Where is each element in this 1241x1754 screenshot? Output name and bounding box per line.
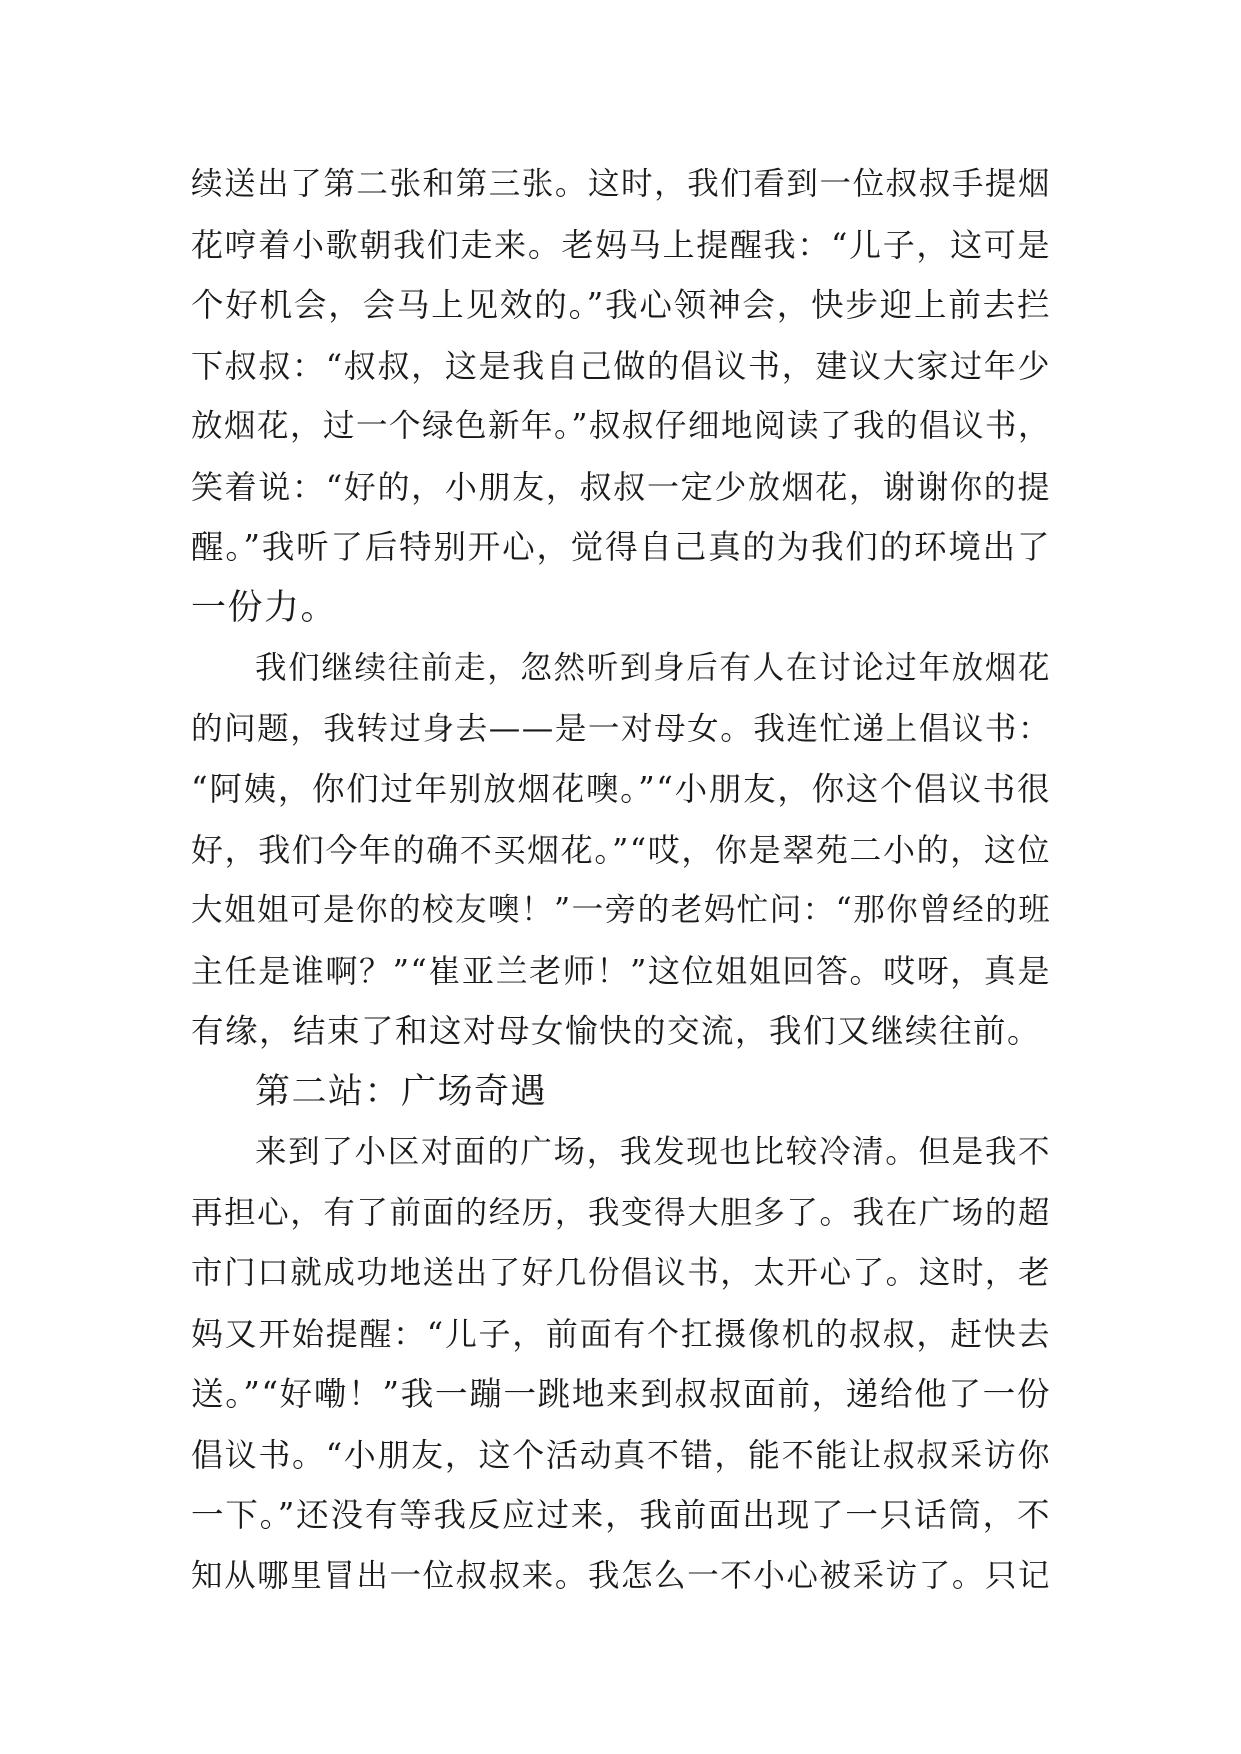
section-heading-text: 第二站：广场奇遇 bbox=[255, 1071, 548, 1112]
text-line: 来到了小区对面的广场，我发现也比较冷清。但是我不 bbox=[255, 1134, 1051, 1170]
text-line: 好，我们今年的确不买烟花。”“哎，你是翠苑二小的，这位 bbox=[191, 830, 1051, 869]
text-line: 知从哪里冒出一位叔叔来。我怎么一不小心被采访了。只记 bbox=[191, 1557, 1051, 1594]
text-line: 一下。”还没有等我反应过来，我前面出现了一只话筒，不 bbox=[191, 1496, 1051, 1534]
text-line: 市门口就成功地送出了好几份倡议书，太开心了。这时，老 bbox=[191, 1255, 1051, 1291]
body-text bbox=[191, 154, 1051, 1606]
text-line: “阿姨，你们过年别放烟花噢。”“小朋友，你这个倡议书很 bbox=[191, 770, 1051, 808]
text-line: 下叔叔：“叔叔，这是我自己做的倡议书，建议大家过年少 bbox=[191, 346, 1051, 385]
section-heading bbox=[191, 1062, 1051, 1123]
text-line: 放烟花，过一个绿色新年。”叔叔仔细地阅读了我的倡议书， bbox=[191, 408, 1051, 444]
text-line: 我们继续往前走，忽然听到身后有人在讨论过年放烟花 bbox=[255, 650, 1051, 686]
text-line: 再担心，有了前面的经历，我变得大胆多了。我在广场的超 bbox=[191, 1194, 1051, 1231]
text-line: 续送出了第二张和第三张。这时，我们看到一位叔叔手提烟 bbox=[191, 166, 1051, 202]
text-line: 大姐姐可是你的校友噢！”一旁的老妈忙问：“那你曾经的班 bbox=[191, 892, 1052, 928]
text-line: 一份力。 bbox=[191, 587, 338, 628]
text-line: 笑着说：“好的，小朋友，叔叔一定少放烟花，谢谢你的提 bbox=[191, 467, 1051, 506]
text-line: 倡议书。“小朋友，这个活动真不错，能不能让叔叔采访你 bbox=[191, 1435, 1051, 1474]
text-line: 送。”“好嘞！”我一蹦一跳地来到叔叔面前，递给他了一份 bbox=[191, 1375, 1051, 1413]
text-line: 妈又开始提醒：“儿子，前面有个扛摄像机的叔叔，赶快去 bbox=[191, 1314, 1051, 1353]
text-line: 醒。”我听了后特别开心，觉得自己真的为我们的环境出了 bbox=[191, 528, 1051, 566]
text-line: 主任是谁啊？”“崔亚兰老师！”这位姐姐回答。哎呀，真是 bbox=[191, 951, 1051, 990]
text-line: 有缘，结束了和这对母女愉快的交流，我们又继续往前。 bbox=[191, 1012, 1042, 1050]
text-line: 的问题，我转过身去——是一对母女。我连忙递上倡议书： bbox=[191, 710, 1051, 747]
paragraph-3 bbox=[191, 1122, 1051, 1606]
paragraph-1 bbox=[191, 154, 1051, 638]
text-line: 个好机会，会马上见效的。”我心领神会，快步迎上前去拦 bbox=[191, 286, 1051, 324]
text-line: 花哼着小歌朝我们走来。老妈马上提醒我：“儿子，这可是 bbox=[191, 225, 1051, 264]
paragraph-2 bbox=[191, 638, 1051, 1062]
